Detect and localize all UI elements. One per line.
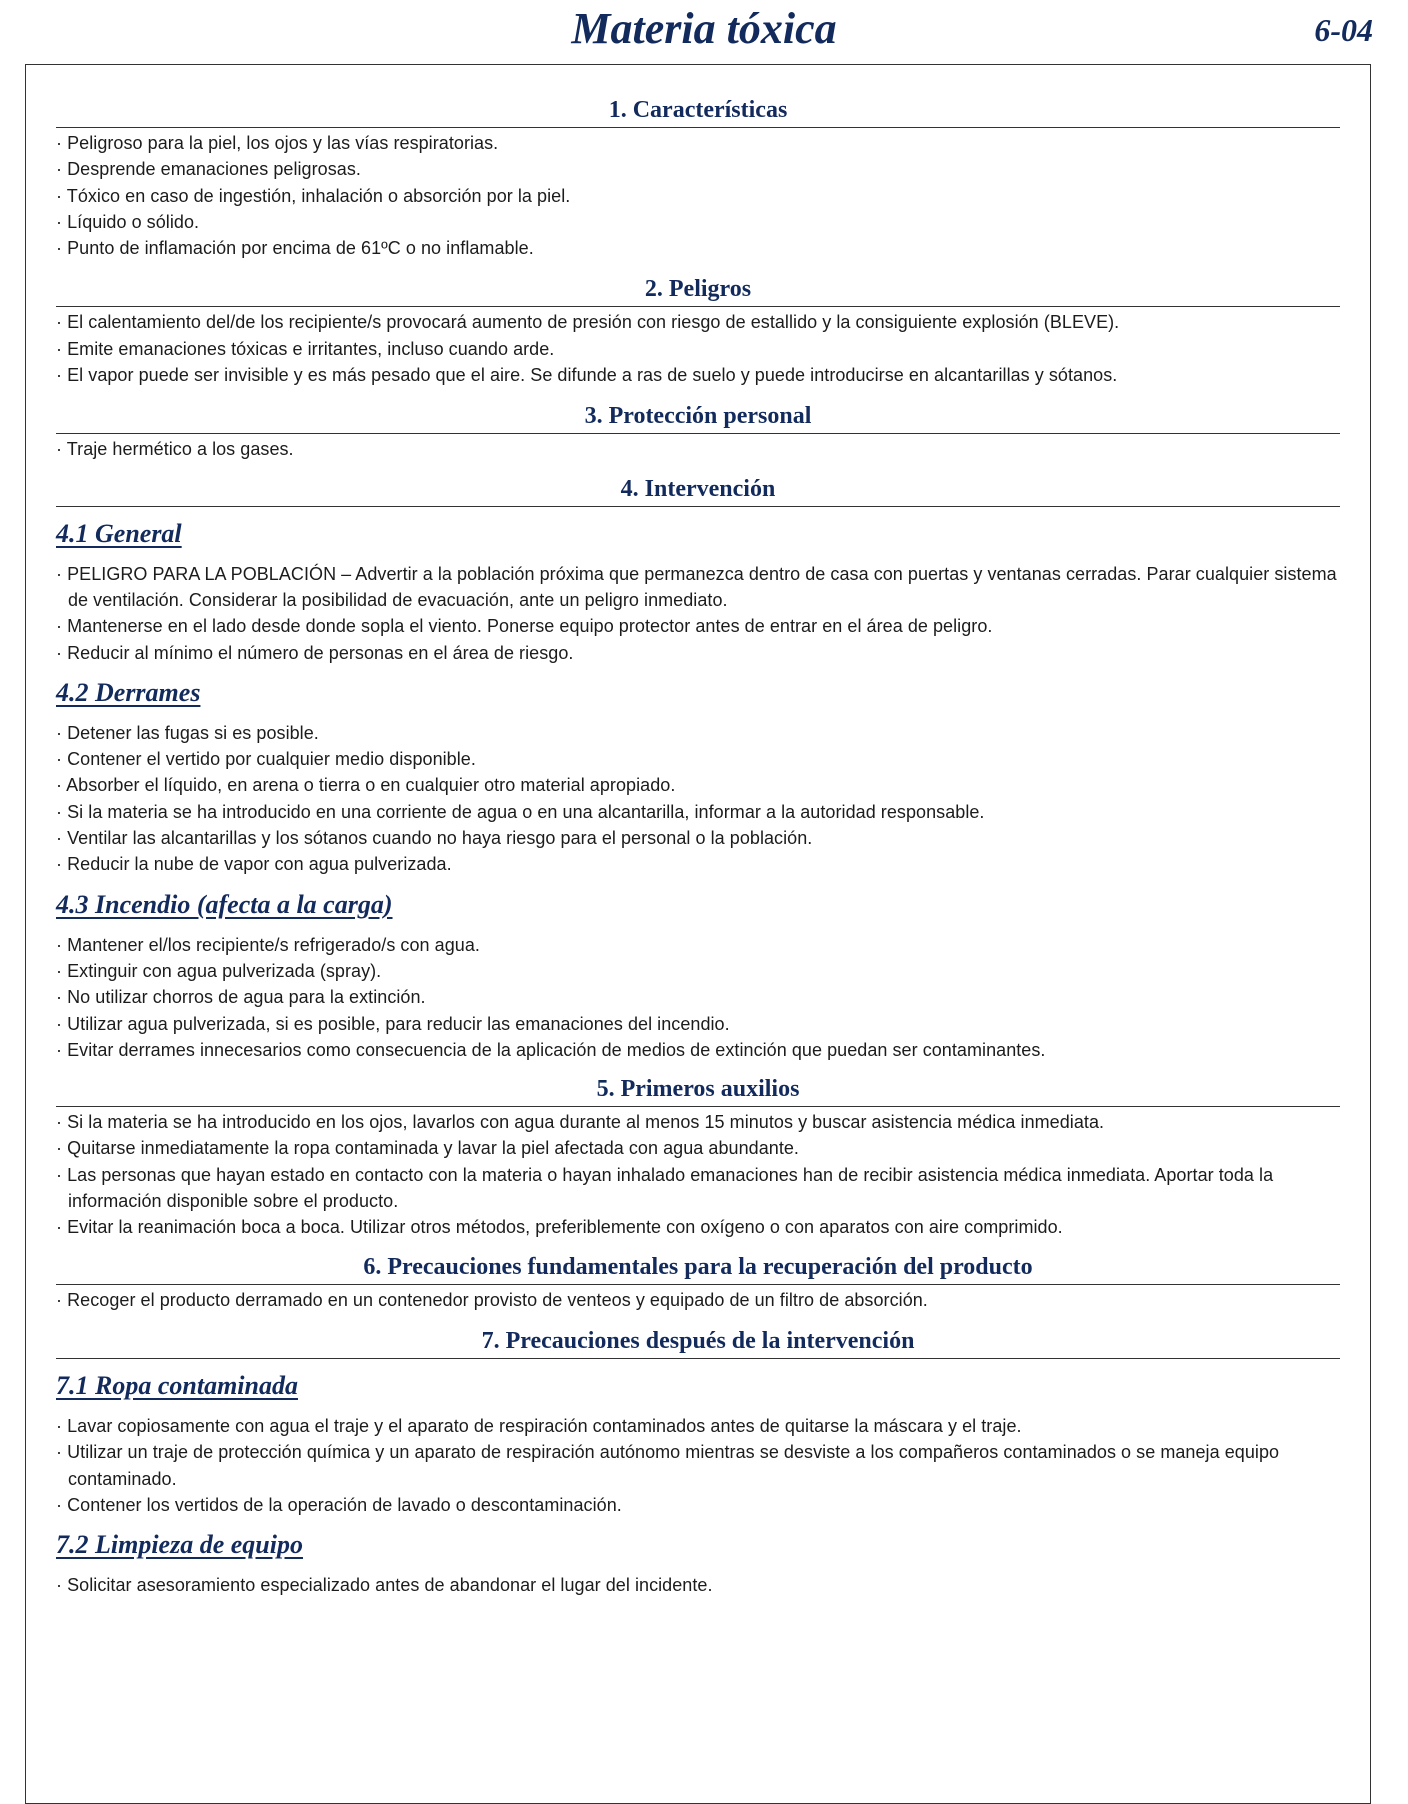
list-item: · Contener el vertido por cualquier medio disponible. bbox=[56, 746, 1340, 772]
bullet-list bbox=[56, 436, 1340, 462]
list-item: · Quitarse inmediatamente la ropa contaminada y lavar la piel afectada con agua abundante. bbox=[56, 1135, 1340, 1161]
bullet-list bbox=[56, 130, 1340, 261]
bullet-list bbox=[56, 561, 1340, 666]
section-2 bbox=[56, 275, 1340, 388]
list-item: · Mantener el/los recipiente/s refrigerado/s con agua. bbox=[56, 932, 1340, 958]
list-item: · Evitar derrames innecesarios como consecuencia de la aplicación de medios de extinción que puedan ser contaminantes. bbox=[56, 1037, 1340, 1063]
list-item: · Mantenerse en el lado desde donde sopla el viento. Ponerse equipo protector antes de entrar en el área de peligro. bbox=[56, 613, 1340, 639]
list-item: · Traje hermético a los gases. bbox=[56, 436, 1340, 462]
bullet-list bbox=[56, 1572, 1340, 1598]
section-heading: 6. Precauciones fundamentales para la recuperación del producto bbox=[56, 1253, 1340, 1285]
document-code: 6-04 bbox=[1314, 12, 1373, 48]
bullet-list bbox=[56, 309, 1340, 388]
section-5 bbox=[56, 1075, 1340, 1240]
list-item: · Tóxico en caso de ingestión, inhalación o absorción por la piel. bbox=[56, 183, 1340, 209]
list-item: · Las personas que hayan estado en contacto con la materia o hayan inhalado emanaciones han de recibir asistencia médica inmediata. Aportar toda la información disponible sobre el producto. bbox=[56, 1162, 1340, 1215]
list-item: · Líquido o sólido. bbox=[56, 209, 1340, 235]
section-4 bbox=[56, 475, 1340, 1063]
section-heading: 7. Precauciones después de la intervención bbox=[56, 1327, 1340, 1359]
list-item: · Reducir la nube de vapor con agua pulverizada. bbox=[56, 851, 1340, 877]
section-heading: 4. Intervención bbox=[56, 475, 1340, 507]
section-heading: 3. Protección personal bbox=[56, 402, 1340, 434]
subsection-heading: 7.2 Limpieza de equipo bbox=[56, 1530, 303, 1560]
list-item: · Contener los vertidos de la operación de lavado o descontaminación. bbox=[56, 1492, 1340, 1518]
list-item: · Evitar la reanimación boca a boca. Utilizar otros métodos, preferiblemente con oxígeno o con aparatos con aire comprimido. bbox=[56, 1214, 1340, 1240]
list-item: · Recoger el producto derramado en un contenedor provisto de venteos y equipado de un filtro de absorción. bbox=[56, 1287, 1340, 1313]
document-title: Materia tóxica bbox=[571, 4, 837, 53]
list-item: · Absorber el líquido, en arena o tierra o en cualquier otro material apropiado. bbox=[56, 772, 1340, 798]
bullet-list bbox=[56, 1287, 1340, 1313]
list-item: · Peligroso para la piel, los ojos y las vías respiratorias. bbox=[56, 130, 1340, 156]
bullet-list bbox=[56, 1109, 1340, 1240]
section-6 bbox=[56, 1253, 1340, 1313]
list-item: · Desprende emanaciones peligrosas. bbox=[56, 156, 1340, 182]
bullet-list bbox=[56, 932, 1340, 1063]
subsection-heading: 4.3 Incendio (afecta a la carga) bbox=[56, 889, 393, 919]
bullet-list bbox=[56, 720, 1340, 878]
list-item: · Solicitar asesoramiento especializado antes de abandonar el lugar del incidente. bbox=[56, 1572, 1340, 1598]
list-item: · Extinguir con agua pulverizada (spray). bbox=[56, 958, 1340, 984]
section-3 bbox=[56, 402, 1340, 462]
section-7 bbox=[56, 1327, 1340, 1598]
list-item: · No utilizar chorros de agua para la extinción. bbox=[56, 984, 1340, 1010]
subsection-heading: 4.2 Derrames bbox=[56, 677, 201, 707]
section-heading: 5. Primeros auxilios bbox=[56, 1075, 1340, 1107]
section-heading: 1. Características bbox=[56, 96, 1340, 128]
document-body bbox=[56, 96, 1340, 1598]
list-item: · Utilizar un traje de protección química y un aparato de respiración autónomo mientras se desviste a los compañeros contaminados o se maneja equipo contaminado. bbox=[56, 1439, 1340, 1492]
list-item: · El vapor puede ser invisible y es más pesado que el aire. Se difunde a ras de suelo y puede introducirse en alcantarillas y sótanos. bbox=[56, 362, 1340, 388]
list-item: · PELIGRO PARA LA POBLACIÓN – Advertir a la población próxima que permanezca dentro de casa con puertas y ventanas cerradas. Parar cualquier sistema de ventilación. Considerar la posibilidad de evacuación, ante un peligro inmediato. bbox=[56, 561, 1340, 614]
list-item: · Utilizar agua pulverizada, si es posible, para reducir las emanaciones del incendio. bbox=[56, 1011, 1340, 1037]
list-item: · Punto de inflamación por encima de 61ºC o no inflamable. bbox=[56, 235, 1340, 261]
list-item: · Reducir al mínimo el número de personas en el área de riesgo. bbox=[56, 640, 1340, 666]
list-item: · Si la materia se ha introducido en una corriente de agua o en una alcantarilla, informar a la autoridad responsable. bbox=[56, 799, 1340, 825]
list-item: · Si la materia se ha introducido en los ojos, lavarlos con agua durante al menos 15 minutos y buscar asistencia médica inmediata. bbox=[56, 1109, 1340, 1135]
bullet-list bbox=[56, 1413, 1340, 1518]
list-item: · Detener las fugas si es posible. bbox=[56, 720, 1340, 746]
subsection-heading: 7.1 Ropa contaminada bbox=[56, 1370, 298, 1400]
section-1 bbox=[56, 96, 1340, 261]
section-heading: 2. Peligros bbox=[56, 275, 1340, 307]
list-item: · Emite emanaciones tóxicas e irritantes, incluso cuando arde. bbox=[56, 336, 1340, 362]
subsection-heading: 4.1 General bbox=[56, 518, 182, 548]
list-item: · El calentamiento del/de los recipiente/s provocará aumento de presión con riesgo de estallido y la consiguiente explosión (BLEVE). bbox=[56, 309, 1340, 335]
list-item: · Ventilar las alcantarillas y los sótanos cuando no haya riesgo para el personal o la población. bbox=[56, 825, 1340, 851]
list-item: · Lavar copiosamente con agua el traje y el aparato de respiración contaminados antes de quitarse la máscara y el traje. bbox=[56, 1413, 1340, 1439]
